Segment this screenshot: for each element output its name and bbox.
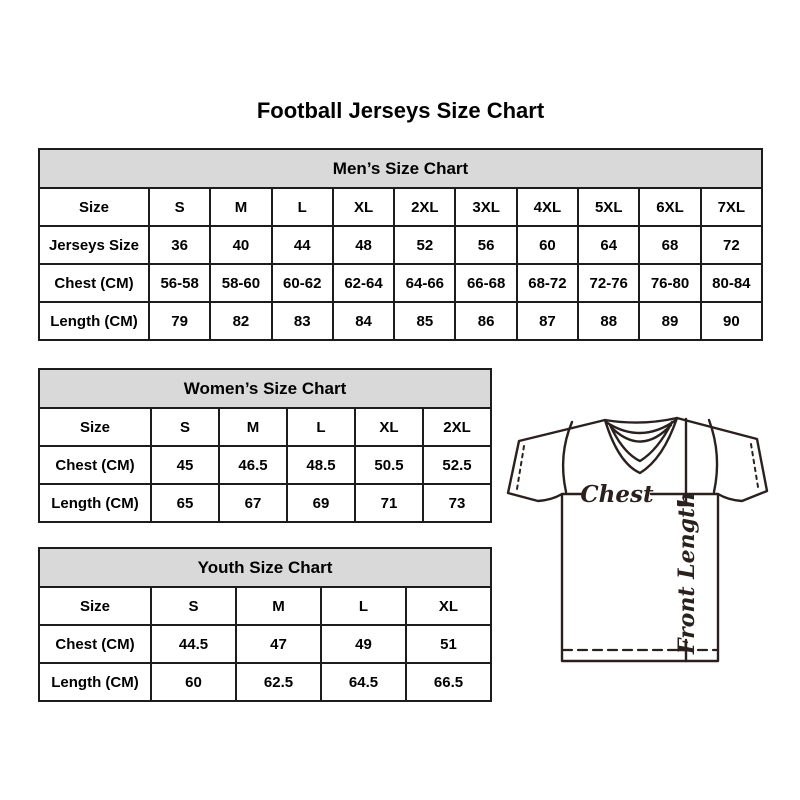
value-cell: 71	[355, 484, 423, 522]
value-cell: 62-64	[333, 264, 394, 302]
col-header: XL	[406, 587, 491, 625]
womens-size-table	[38, 368, 492, 523]
jersey-diagram-icon	[505, 403, 770, 693]
value-cell: 68	[639, 226, 700, 264]
youth-size-table	[38, 547, 492, 702]
jersey-measurement-diagram	[505, 403, 770, 693]
value-cell: 48	[333, 226, 394, 264]
table-row	[39, 625, 491, 663]
table-row	[39, 548, 491, 587]
chest-measure-label: Chest	[580, 481, 654, 508]
value-cell: 46.5	[219, 446, 287, 484]
row-label: Size	[39, 408, 151, 446]
value-cell: 66.5	[406, 663, 491, 701]
value-cell: 80-84	[701, 264, 762, 302]
table-row	[39, 484, 491, 522]
row-label: Length (CM)	[39, 484, 151, 522]
col-header: L	[287, 408, 355, 446]
value-cell: 52.5	[423, 446, 491, 484]
value-cell: 60	[517, 226, 578, 264]
col-header: 4XL	[517, 188, 578, 226]
value-cell: 56-58	[149, 264, 210, 302]
table-row	[39, 149, 762, 188]
col-header: 6XL	[639, 188, 700, 226]
value-cell: 72	[701, 226, 762, 264]
value-cell: 84	[333, 302, 394, 340]
row-label: Size	[39, 587, 151, 625]
table-row	[39, 369, 491, 408]
col-header: 5XL	[578, 188, 639, 226]
womens-table-title: Women’s Size Chart	[39, 369, 491, 408]
table-row	[39, 663, 491, 701]
table-row	[39, 302, 762, 340]
col-header: XL	[355, 408, 423, 446]
value-cell: 68-72	[517, 264, 578, 302]
col-header: S	[151, 587, 236, 625]
mens-table-title: Men’s Size Chart	[39, 149, 762, 188]
col-header: 3XL	[455, 188, 516, 226]
col-header: 2XL	[394, 188, 455, 226]
value-cell: 48.5	[287, 446, 355, 484]
value-cell: 49	[321, 625, 406, 663]
col-header: L	[272, 188, 333, 226]
value-cell: 56	[455, 226, 516, 264]
table-row	[39, 446, 491, 484]
value-cell: 88	[578, 302, 639, 340]
value-cell: 64.5	[321, 663, 406, 701]
value-cell: 58-60	[210, 264, 271, 302]
value-cell: 36	[149, 226, 210, 264]
value-cell: 52	[394, 226, 455, 264]
col-header: L	[321, 587, 406, 625]
value-cell: 50.5	[355, 446, 423, 484]
value-cell: 79	[149, 302, 210, 340]
value-cell: 44	[272, 226, 333, 264]
youth-table-title: Youth Size Chart	[39, 548, 491, 587]
row-label: Chest (CM)	[39, 625, 151, 663]
value-cell: 44.5	[151, 625, 236, 663]
value-cell: 62.5	[236, 663, 321, 701]
col-header: XL	[333, 188, 394, 226]
col-header: S	[151, 408, 219, 446]
row-label: Chest (CM)	[39, 446, 151, 484]
value-cell: 60	[151, 663, 236, 701]
value-cell: 65	[151, 484, 219, 522]
col-header: S	[149, 188, 210, 226]
value-cell: 82	[210, 302, 271, 340]
table-row	[39, 587, 491, 625]
col-header: M	[236, 587, 321, 625]
value-cell: 86	[455, 302, 516, 340]
value-cell: 87	[517, 302, 578, 340]
value-cell: 69	[287, 484, 355, 522]
value-cell: 85	[394, 302, 455, 340]
value-cell: 47	[236, 625, 321, 663]
table-row	[39, 264, 762, 302]
row-label: Jerseys Size	[39, 226, 149, 264]
value-cell: 66-68	[455, 264, 516, 302]
value-cell: 64-66	[394, 264, 455, 302]
col-header: M	[219, 408, 287, 446]
row-label: Chest (CM)	[39, 264, 149, 302]
value-cell: 45	[151, 446, 219, 484]
value-cell: 60-62	[272, 264, 333, 302]
value-cell: 51	[406, 625, 491, 663]
value-cell: 72-76	[578, 264, 639, 302]
table-row	[39, 188, 762, 226]
page-title: Football Jerseys Size Chart	[256, 98, 545, 123]
table-row	[39, 226, 762, 264]
table-row	[39, 408, 491, 446]
value-cell: 76-80	[639, 264, 700, 302]
col-header: 2XL	[423, 408, 491, 446]
mens-size-table	[38, 148, 763, 341]
row-label: Length (CM)	[39, 663, 151, 701]
front-length-measure-label: Front Length	[674, 491, 700, 655]
value-cell: 73	[423, 484, 491, 522]
row-label: Size	[39, 188, 149, 226]
value-cell: 64	[578, 226, 639, 264]
col-header: M	[210, 188, 271, 226]
col-header: 7XL	[701, 188, 762, 226]
row-label: Length (CM)	[39, 302, 149, 340]
value-cell: 67	[219, 484, 287, 522]
value-cell: 83	[272, 302, 333, 340]
value-cell: 90	[701, 302, 762, 340]
value-cell: 40	[210, 226, 271, 264]
value-cell: 89	[639, 302, 700, 340]
